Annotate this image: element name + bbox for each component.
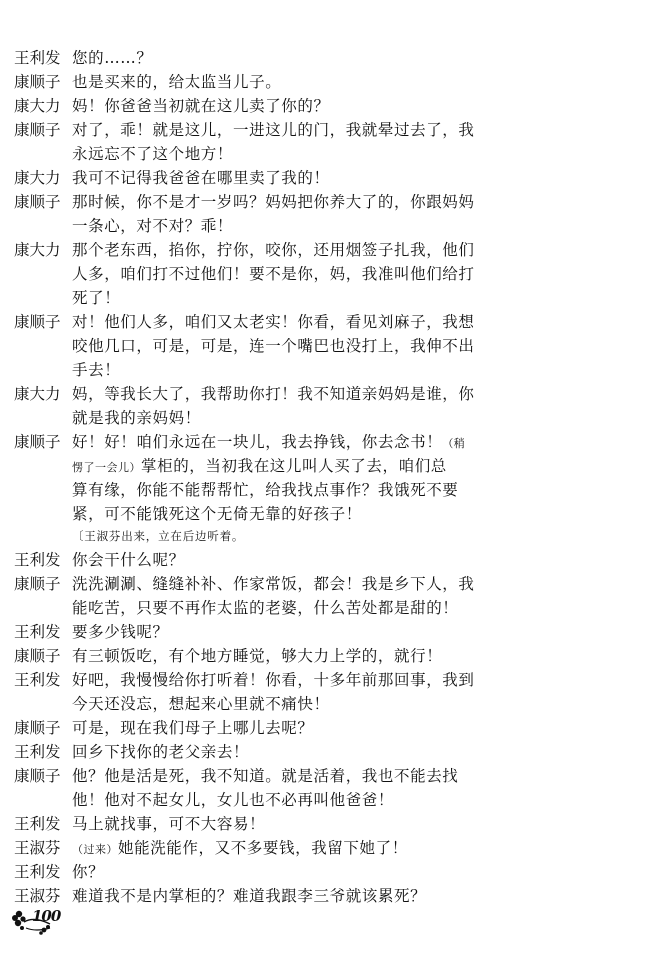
dialogue-continuation-line (72, 454, 447, 478)
dialogue-continuation: 紧，可不能饿死这个无倚无靠的好孩子！ (72, 505, 362, 523)
dialogue-text: 马上就找事，可不大容易！ (72, 815, 266, 833)
dialogue-text: 也是买来的，给太监当儿子。 (72, 73, 282, 91)
speaker-name: 康顺子 (14, 73, 61, 91)
dialogue-line (14, 118, 475, 142)
dialogue-line (14, 430, 465, 454)
stage-note: （稍 (442, 437, 466, 450)
dialogue-line (14, 70, 281, 94)
speaker-name: 康大力 (14, 385, 61, 403)
stage-note: （过来） (72, 843, 118, 856)
speaker-name: 康顺子 (14, 433, 61, 451)
dialogue-continuation: 手去！ (72, 361, 121, 379)
dialogue-continuation: 咬他几口，可是，可是，连一个嘴巴也没打上，我伸不出 (72, 337, 475, 355)
dialogue-text: 我可不记得我爸爸在哪里卖了我的！ (72, 169, 330, 187)
dialogue-line (14, 548, 185, 572)
speaker-name: 王利发 (14, 623, 61, 641)
dialogue-text: 对了，乖！就是这儿，一进这儿的门，我就晕过去了，我 (72, 121, 475, 139)
dialogue-text: 掌柜的，当初我在这儿叫人买了去，咱们总 (141, 457, 447, 475)
dialogue-text: 您的……？ (72, 49, 153, 67)
dialogue-line (14, 884, 426, 908)
speaker-name: 康顺子 (14, 719, 61, 737)
dialogue-text: 回乡下找你的老父亲去！ (72, 743, 250, 761)
dialogue-continuation: 永远忘不了这个地方！ (72, 145, 234, 163)
dialogue-text: 那个老东西，掐你，拧你，咬你，还用烟签子扎我，他们 (72, 241, 475, 259)
dialogue-line (14, 668, 475, 692)
stage-direction: 〔王淑芬出来，立在后边听着。 (72, 529, 245, 543)
dialogue-text: 那时候，你不是才一岁吗？妈妈把你养大了的，你跟妈妈 (72, 193, 475, 211)
speaker-name: 康顺子 (14, 575, 61, 593)
speaker-name: 王利发 (14, 863, 61, 881)
dialogue-text: 他？他是活是死，我不知道。就是活着，我也不能去找 (72, 767, 459, 785)
dialogue-line (14, 382, 475, 406)
speaker-name: 康顺子 (14, 647, 61, 665)
dialogue-text: 好！好！咱们永远在一块儿，我去挣钱，你去念书！ (72, 433, 443, 451)
dialogue-continuation: 一条心，对不对？乖！ (72, 217, 234, 235)
dialogue-text: 有三顿饭吃，有个地方睡觉，够大力上学的，就行！ (72, 647, 443, 665)
speaker-name: 康顺子 (14, 193, 61, 211)
dialogue-line (14, 764, 458, 788)
dialogue-continuation: 死了！ (72, 289, 121, 307)
dialogue-continuation: 人多，咱们打不过他们！要不是你，妈，我准叫他们给打 (72, 265, 475, 283)
speaker-name: 王利发 (14, 49, 61, 67)
page-number-badge (10, 902, 70, 938)
dialogue-text: 好吧，我慢慢给你打听着！你看，十多年前那回事，我到 (72, 671, 475, 689)
dialogue-continuation: 他！他对不起女儿，女儿也不必再叫他爸爸！ (72, 791, 395, 809)
dialogue-line (14, 166, 330, 190)
dialogue-line (14, 620, 169, 644)
speaker-name: 康顺子 (14, 767, 61, 785)
dialogue-text: 你会干什么呢？ (72, 551, 185, 569)
dialogue-line (14, 310, 475, 334)
dialogue-line (14, 644, 442, 668)
dialogue-line (14, 836, 408, 860)
page-number: 100 (32, 907, 61, 925)
dialogue-continuation: 今天还没忘，想起来心里就不痛快！ (72, 695, 330, 713)
speaker-name: 王利发 (14, 551, 61, 569)
dialogue-line (14, 812, 265, 836)
dialogue-line (14, 572, 475, 596)
dialogue-text: 可是，现在我们母子上哪儿去呢？ (72, 719, 314, 737)
dialogue-line (14, 860, 104, 884)
dialogue-text: 洗洗涮涮、缝缝补补、作家常饭，都会！我是乡下人，我 (72, 575, 475, 593)
stage-note: 愣了一会儿） (72, 461, 141, 474)
speaker-name: 康顺子 (14, 313, 61, 331)
dialogue-text: 要多少钱呢？ (72, 623, 169, 641)
speaker-name: 王淑芬 (14, 887, 61, 905)
dialogue-text: 妈，等我长大了，我帮助你打！我不知道亲妈妈是谁，你 (72, 385, 475, 403)
speaker-name: 王利发 (14, 815, 61, 833)
dialogue-line (14, 46, 153, 70)
speaker-name: 康顺子 (14, 121, 61, 139)
dialogue-continuation: 算有缘，你能不能帮帮忙，给我找点事作？我饿死不要 (72, 481, 459, 499)
speaker-name: 康大力 (14, 169, 61, 187)
dialogue-line (14, 740, 249, 764)
dialogue-line (14, 94, 330, 118)
speaker-name: 王淑芬 (14, 839, 61, 857)
speaker-name: 王利发 (14, 743, 61, 761)
speaker-name: 康大力 (14, 97, 61, 115)
dialogue-continuation: 能吃苦，只要不再作太监的老婆，什么苦处都是甜的！ (72, 599, 459, 617)
dialogue-line (14, 238, 475, 262)
dialogue-text: 她能洗能作，又不多要钱，我留下她了！ (118, 839, 408, 857)
speaker-name: 康大力 (14, 241, 61, 259)
dialogue-continuation: 就是我的亲妈妈！ (72, 409, 201, 427)
dialogue-line (14, 190, 475, 214)
dialogue-line (14, 716, 314, 740)
dialogue-text: 对！他们人多，咱们又太老实！你看，看见刘麻子，我想 (72, 313, 475, 331)
speaker-name: 王利发 (14, 671, 61, 689)
dialogue-text: 妈！你爸爸当初就在这儿卖了你的？ (72, 97, 330, 115)
dialogue-text: 你？ (72, 863, 105, 881)
dialogue-text: 难道我不是内掌柜的？难道我跟李三爷就该累死？ (72, 887, 427, 905)
